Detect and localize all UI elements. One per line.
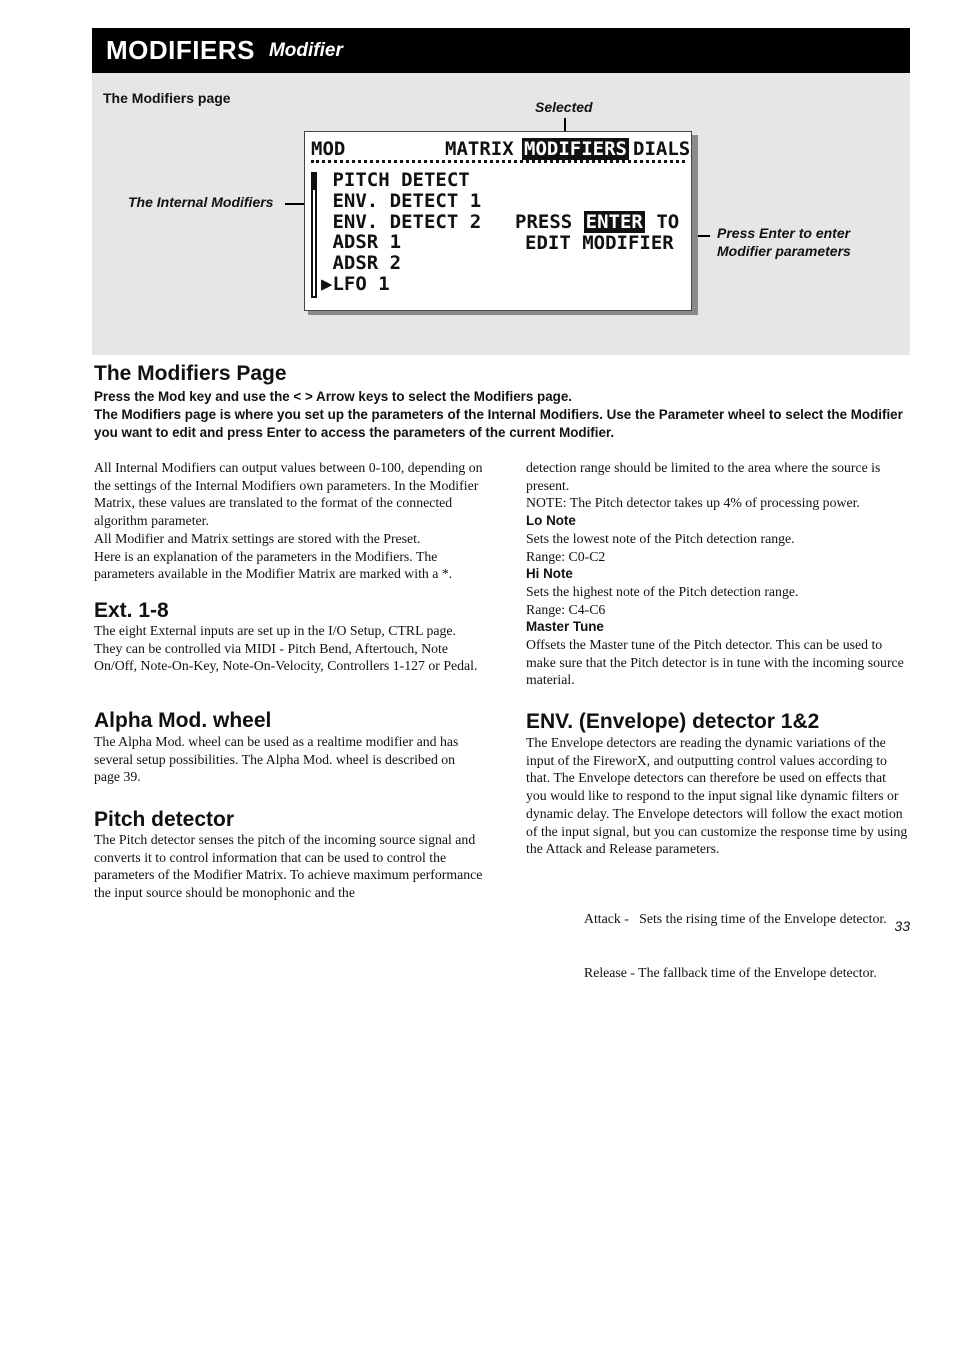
intro-line2: The Modifiers page is where you set up the parameters of the Internal Modifiers. Use the Parameter wheel to select the Modifier you want to edit and press Enter to access the parameters of the current Modifier. [94, 407, 903, 440]
paragraph: All Modifier and Matrix settings are stored with the Preset. [94, 530, 421, 546]
lcd-tab-mod: MOD [311, 138, 346, 160]
subheading-hi-note: Hi Note [526, 566, 573, 582]
paragraph: NOTE: The Pitch detector takes up 4% of processing power. [526, 495, 860, 511]
subheading-lo-note: Lo Note [526, 513, 576, 529]
left-column-intro [94, 459, 484, 583]
lcd-list-item: ADSR 1 [332, 231, 402, 254]
section-title-env: ENV. (Envelope) detector 1&2 [526, 710, 820, 733]
lcd-msg-press: PRESS [515, 211, 573, 233]
annotation-internal-modifiers: The Internal Modifiers [128, 194, 274, 210]
section-title-alpha: Alpha Mod. wheel [94, 709, 272, 732]
lcd-modifier-list [321, 170, 481, 295]
lcd-dotted-divider [311, 160, 685, 163]
alpha-body: The Alpha Mod. wheel can be used as a realtime modifier and has several setup possibilities. The Alpha Mod. wheel is described on page 39. [94, 734, 459, 785]
lcd-list-item: ENV. DETECT 2 [332, 210, 482, 233]
modifiers-figure [92, 73, 910, 355]
paragraph: detection range should be limited to the area where the source is present. [526, 460, 881, 493]
page-number: 33 [894, 918, 910, 934]
annotation-press-enter [717, 224, 851, 260]
paragraph: Range: C0-C2 [526, 548, 606, 564]
lcd-scrollbar-thumb [313, 174, 315, 190]
lcd-list-item: ADSR 2 [332, 252, 402, 275]
paragraph: All Internal Modifiers can output values between 0-100, depending on the settings of the Internal Modifiers own parameters. In the Modifier Matrix, these values are translated to the format of the connected algorithm parameter. [94, 460, 483, 529]
lcd-msg-to: TO [656, 211, 680, 233]
env-body: The Envelope detectors are reading the dynamic variations of the input of the FireworX, and outputting control values according to that. The Envelope detectors can therefore be used on effects that you would like to respond to the input signal like dynamic filters or dynamic delay. The Envelope detectors will follow the exact motion of the input signal, but you can customize the response time by using the Attack and Release parameters. [526, 735, 908, 857]
lcd-tab-dials: DIALS [633, 138, 691, 160]
paragraph: Here is an explanation of the parameters in the Modifiers. The parameters available in the Modifier Matrix are marked with a *. [94, 548, 453, 582]
lcd-list-item-selected: ▶LFO 1 [321, 272, 390, 295]
annotation-press-line1: Press Enter to enter [717, 225, 851, 241]
intro-line1: Press the Mod key and use the < > Arrow keys to select the Modifiers page. [94, 389, 573, 404]
lcd-msg-enter: ENTER [585, 211, 643, 233]
env-params [584, 875, 910, 999]
figure-caption: The Modifiers page [103, 90, 231, 106]
page-header [92, 28, 910, 73]
paragraph: Sets the highest note of the Pitch detection range. [526, 583, 799, 599]
param-attack: Attack - Sets the rising time of the Envelope detector. [584, 911, 887, 927]
lcd-display [304, 131, 692, 311]
pitch-body: The Pitch detector senses the pitch of the incoming source signal and converts it to control information that can be used to control the parameters of the Modifier Matrix. To achieve maximum performance the input source should be monophonic and the [94, 832, 483, 901]
subheading-master-tune: Master Tune [526, 619, 604, 635]
right-column-pitch-params [526, 459, 910, 689]
lcd-scrollbar [311, 172, 317, 298]
paragraph: Range: C4-C6 [526, 601, 606, 617]
param-release: Release - The fallback time of the Envelope detector. [584, 964, 877, 980]
lcd-msg-line2: EDIT MODIFIER [525, 231, 674, 254]
ext-body: The eight External inputs are set up in the I/O Setup, CTRL page. They can be controlled via MIDI - Pitch Bend, Aftertouch, Note On/Off, Note-On-Key, Note-On-Velocity, Controllers 1-127 or Pedal. [94, 623, 478, 674]
paragraph: Offsets the Master tune of the Pitch detector. This can be used to make sure that the Pitch detector is in tune with the incoming source material. [526, 637, 904, 688]
intro-text [94, 388, 910, 442]
lcd-message [515, 212, 679, 254]
lcd-tab-modifiers: MODIFIERS [524, 138, 627, 160]
lcd-tab-matrix: MATRIX [445, 138, 514, 160]
paragraph: Sets the lowest note of the Pitch detection range. [526, 530, 795, 546]
lcd-list-item: ENV. DETECT 1 [332, 189, 482, 212]
annotation-press-line2: Modifier parameters [717, 243, 851, 259]
lcd-list-item: PITCH DETECT [332, 169, 470, 191]
section-title-pitch: Pitch detector [94, 808, 235, 831]
annotation-selected: Selected [535, 99, 593, 115]
section-title-ext: Ext. 1-8 [94, 599, 169, 622]
section-title-modifiers-page: The Modifiers Page [94, 362, 287, 385]
header-title: MODIFIERS [106, 35, 255, 65]
header-subtitle: Modifier [268, 39, 343, 61]
cursor-arrow-icon: ▶ [321, 272, 333, 295]
